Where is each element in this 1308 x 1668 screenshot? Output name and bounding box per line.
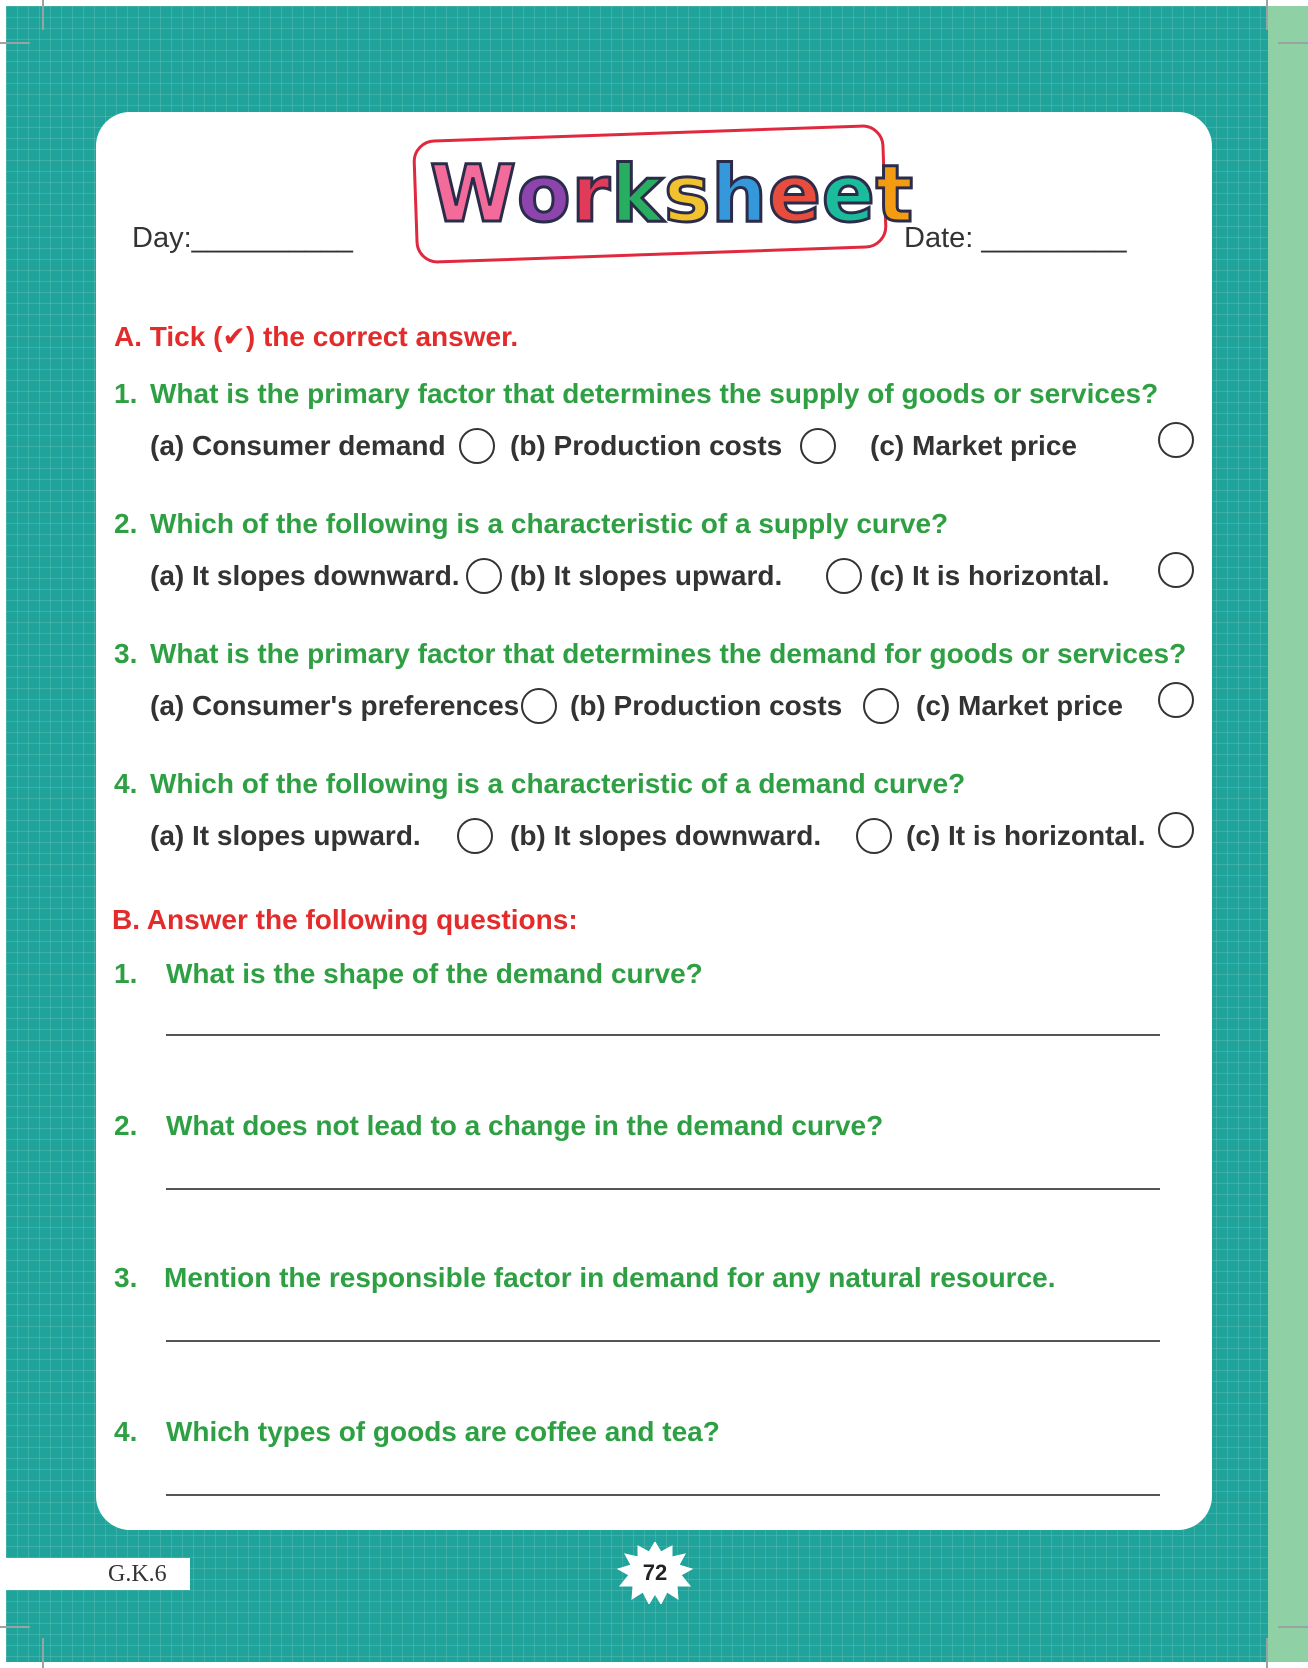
option-label: (a) Consumer's preferences (150, 690, 520, 721)
option-label: (b) It slopes upward. (510, 560, 783, 591)
option-label: (a) It slopes downward. (150, 560, 460, 591)
question-number: 4. (114, 768, 138, 799)
title-letter: e (821, 150, 876, 240)
option-label: (a) It slopes upward. (150, 820, 421, 851)
crop-mark (0, 42, 30, 44)
answer-line[interactable] (166, 1188, 1160, 1190)
title-letter: e (767, 150, 822, 240)
title-letter: t (875, 150, 915, 240)
page-number-badge (616, 1542, 694, 1604)
title-letter: o (517, 150, 572, 240)
section-b-heading: B. Answer the following questions: (112, 904, 578, 935)
crop-mark (42, 1638, 44, 1668)
option-label: (a) Consumer demand (150, 430, 446, 461)
option-label: (b) Production costs (570, 690, 843, 721)
option-label: (b) Production costs (510, 430, 783, 461)
answer-line[interactable] (166, 1494, 1160, 1496)
answer-circle[interactable] (1158, 422, 1194, 458)
option-label: (c) Market price (870, 430, 1077, 461)
answer-circle[interactable] (856, 818, 892, 854)
option-label: (b) It slopes downward. (510, 820, 822, 851)
crop-mark (42, 0, 44, 30)
question-number: 1. (114, 958, 138, 989)
answer-circle[interactable] (1158, 552, 1194, 588)
title-letter: h (711, 150, 768, 240)
question-number: 1. (114, 378, 138, 409)
title-letter: r (571, 150, 612, 240)
question-number: 3. (114, 638, 138, 669)
question-number: 2. (114, 508, 138, 539)
option-label: (c) It is horizontal. (870, 560, 1110, 591)
answer-circle[interactable] (459, 428, 495, 464)
side-strip (1268, 6, 1308, 1662)
answer-line[interactable] (166, 1340, 1160, 1342)
date-field[interactable]: Date: _________ (904, 222, 1127, 254)
title-letter: k (611, 150, 664, 240)
answer-circle[interactable] (1158, 812, 1194, 848)
worksheet-title (430, 150, 914, 240)
section-a-heading: A. Tick (✔) the correct answer. (114, 321, 519, 352)
crop-mark (1266, 1638, 1268, 1668)
question-text: What is the primary factor that determines the demand for goods or services? (150, 638, 1187, 669)
option-label: (c) Market price (916, 690, 1123, 721)
page-number: 72 (642, 1560, 668, 1585)
question-number: 4. (114, 1416, 138, 1447)
question-text: Mention the responsible factor in demand for any natural resource. (164, 1262, 1056, 1293)
crop-mark (1278, 1626, 1308, 1628)
option-label: (c) It is horizontal. (906, 820, 1146, 851)
book-label: G.K.6 (6, 1558, 190, 1590)
crop-mark (0, 1626, 30, 1628)
answer-circle[interactable] (521, 688, 557, 724)
answer-circle[interactable] (826, 558, 862, 594)
answer-circle[interactable] (457, 818, 493, 854)
crop-mark (1266, 0, 1268, 30)
question-text: Which of the following is a characteristic of a demand curve? (150, 768, 966, 799)
question-text: What is the primary factor that determines the supply of goods or services? (150, 378, 1159, 409)
day-field[interactable]: Day:__________ (132, 222, 353, 254)
question-number: 3. (114, 1262, 138, 1293)
question-text: What does not lead to a change in the demand curve? (166, 1110, 884, 1141)
answer-circle[interactable] (1158, 682, 1194, 718)
answer-line[interactable] (166, 1034, 1160, 1036)
crop-mark (1278, 42, 1308, 44)
question-number: 2. (114, 1110, 138, 1141)
question-text: Which of the following is a characteristic of a supply curve? (150, 508, 949, 539)
question-text: What is the shape of the demand curve? (166, 958, 703, 989)
answer-circle[interactable] (466, 558, 502, 594)
title-letter: W (430, 150, 518, 240)
title-letter: s (663, 150, 712, 240)
question-text: Which types of goods are coffee and tea? (166, 1416, 720, 1447)
answer-circle[interactable] (863, 688, 899, 724)
answer-circle[interactable] (800, 428, 836, 464)
